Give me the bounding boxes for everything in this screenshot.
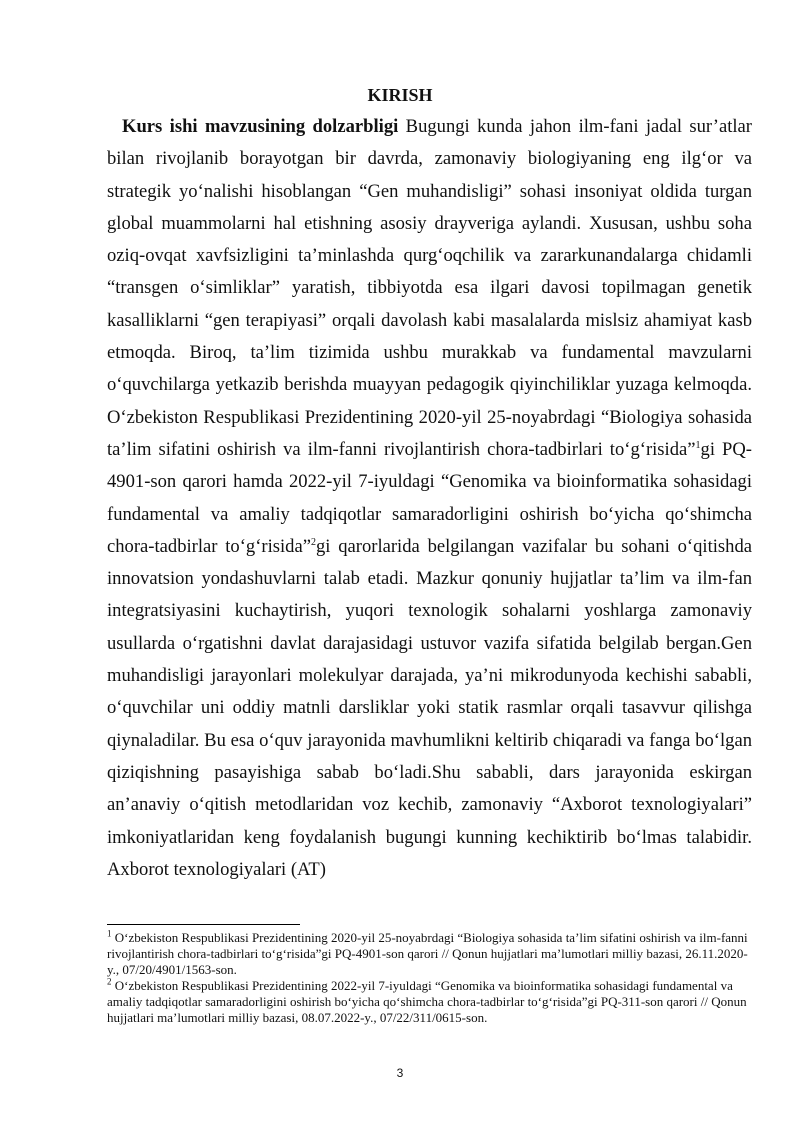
page-number: 3 [396, 1066, 404, 1080]
section-heading: KIRISH [367, 85, 433, 105]
footnote-mark-1: 1 [107, 928, 112, 939]
paragraph-lead-bold: Kurs ishi mavzusining dolzarbligi [122, 116, 399, 137]
paragraph-text-part-2: gi PQ-4901-son qarori hamda 2022-yil 7-iyuldagi “Genomika va bioinformatika sohasidagi fundamental va amaliy tadqiqotlar samaradorligini oshirish bo‘yicha qo‘shimcha chora-tadbirlar to‘g‘risida” [107, 438, 753, 557]
footnote-mark-2: 2 [107, 976, 112, 987]
footnote-text-1: O‘zbekiston Respublikasi Prezidentining 2020-yil 25-noyabrdagi “Biologiya sohasida ta’lim sifatini oshirish va ilm-fanni rivojlantirish chora-tadbirlari to‘g‘risida”gi PQ-4901-son qarori // Qonun hujjatlari ma’lumotlari milliy bazasi, 26.11.2020-y., 07/20/4901/1563-son. [107, 930, 748, 977]
intro-paragraph [107, 111, 752, 886]
footnote-ref-2[interactable]: 2 [310, 536, 316, 548]
footnote-2 [107, 978, 757, 1026]
paragraph-text-part-1: Bugungi kunda jahon ilm-fani jadal sur’atlar bilan rivojlanib borayotgan bir davrda, zamonaviy biologiyaning eng ilg‘or va strategik yo‘nalishi hisoblangan “Gen muhandisligi” sohasi insoniyat oldida turgan global muammolarni hal etishning asosiy drayveriga aylandi. Xususan, ushbu soha oziq-ovqat xavfsizligini ta’minlashda qurg‘oqchilik va zararkunandalarga chidamli “transgen o‘simliklar” yaratish, tibbiyotda esa ilgari davosi topilmagan genetik kasalliklarni “gen terapiyasi” orqali davolash kabi masalalarda mislsiz ahamiyat kasb etmoqda. Biroq, ta’lim tizimida ushbu murakkab va fundamental mavzularni o‘quvchilarga yetkazib berishda muayyan pedagogik qiyinchiliklar yuzaga kelmoqda. O‘zbekiston Respublikasi Prezidentining 2020-yil 25-noyabrdagi “Biologiya sohasida ta’lim sifatini oshirish va ilm-fanni rivojlantirish chora-tadbirlari to‘g‘risida” [107, 116, 752, 460]
footnote-separator [107, 924, 300, 925]
footnotes [107, 930, 757, 1026]
footnote-ref-1[interactable]: 1 [695, 439, 701, 451]
paragraph-text-part-3: gi qarorlarida belgilangan vazifalar bu sohani o‘qitishda innovatsion yondashuvlarni talab etadi. Mazkur qonuniy hujjatlar ta’lim va ilm-fan integratsiyasini kuchaytirish, yuqori texnologik sohalarni yoshlarga zamonaviy usullarda o‘rgatishni davlat darajasidagi ustuvor vazifa sifatida belgilab bergan.Gen muhandisligi jarayonlari molekulyar darajada, ya’ni mikrodunyoda kechishi sababli, o‘quvchilar uni oddiy matnli darsliklar yoki statik rasmlar orqali tasavvur qilishga qiynaladilar. Bu esa o‘quv jarayonida mavhumlikni keltirib chiqaradi va fanga bo‘lgan qiziqishning pasayishiga sabab bo‘ladi.Shu sababli, dars jarayonida eskirgan an’anaviy o‘qitish metodlaridan voz kechib, zamonaviy “Axborot texnologiyalari” imkoniyatlaridan keng foydalanish bugungi kunning kechiktirib bo‘lmas talabidir. Axborot texnologiyalari (AT) [107, 535, 752, 880]
footnote-1 [107, 930, 757, 978]
footnote-text-2: O‘zbekiston Respublikasi Prezidentining 2022-yil 7-iyuldagi “Genomika va bioinformatika sohasidagi fundamental va amaliy tadqiqotlar samaradorligini oshirish bo‘yicha qo‘shimcha chora-tadbirlar to‘g‘risida”gi PQ-311-son qarori // Qonun hujjatlari ma’lumotlari milliy bazasi, 08.07.2022-y., 07/22/311/0615-son. [107, 978, 747, 1025]
